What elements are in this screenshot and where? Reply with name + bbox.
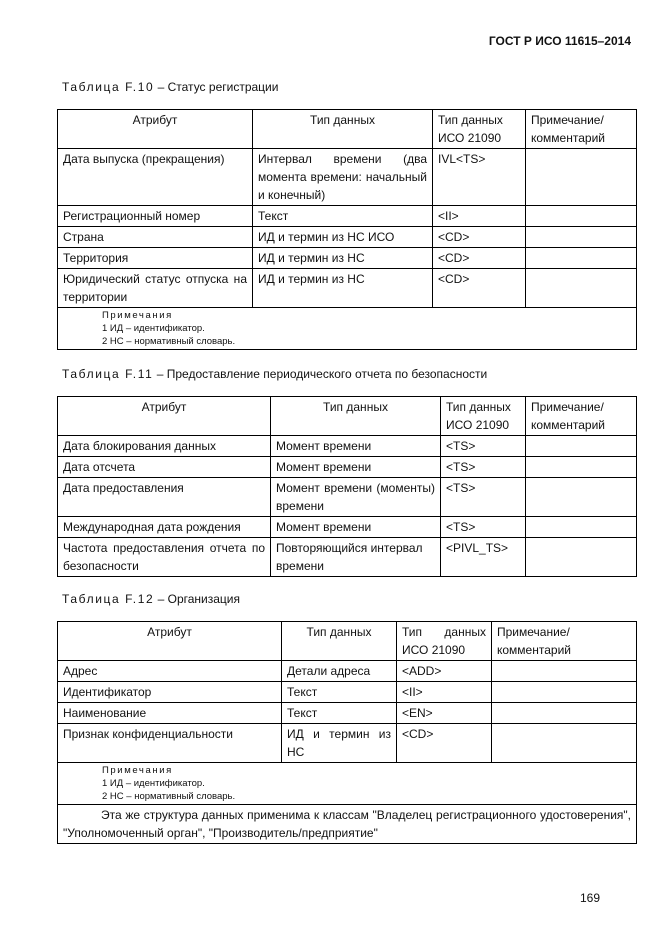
cell-attribute: Дата выпуска (прекращения) xyxy=(58,149,253,206)
cell-type: ИД и термин из НС xyxy=(253,248,433,269)
cell-iso: <CD> xyxy=(433,269,526,308)
table-f11-header-attribute: Атрибут xyxy=(58,397,271,436)
notes-title: Примечания xyxy=(102,765,173,776)
table-f11-caption xyxy=(62,367,487,381)
cell-type: ИД и термин из НС xyxy=(282,724,397,763)
table-row xyxy=(58,703,637,724)
table-f12-notes-row xyxy=(58,763,637,805)
cell-attribute: Международная дата рождения xyxy=(58,517,271,538)
cell-type: Детали адреса xyxy=(282,661,397,682)
cell-iso: IVL<TS> xyxy=(433,149,526,206)
table-row xyxy=(58,436,637,457)
note-item: 2 НС – нормативный словарь. xyxy=(102,791,236,802)
table-f12-caption xyxy=(62,592,240,606)
cell-note xyxy=(526,269,637,308)
cell-type: Интервал времени (два момента времени: начальный и конечный) xyxy=(253,149,433,206)
cell-type: Момент времени xyxy=(271,517,441,538)
table-f10-header-attribute: Атрибут xyxy=(58,110,253,149)
table-f10-caption xyxy=(62,80,278,94)
cell-type: Текст xyxy=(282,682,397,703)
cell-iso: <CD> xyxy=(397,724,492,763)
note-item: 2 НС – нормативный словарь. xyxy=(102,336,236,347)
cell-type: Момент времени xyxy=(271,457,441,478)
table-f10-caption-prefix: Таблица F.10 xyxy=(62,80,155,94)
table-f10-header-type: Тип данных xyxy=(253,110,433,149)
page-number: 169 xyxy=(580,891,601,905)
table-f10 xyxy=(57,109,637,350)
table-row xyxy=(58,517,637,538)
cell-type: Момент времени (моменты) времени xyxy=(271,478,441,517)
table-f12-header-type: Тип данных xyxy=(282,622,397,661)
cell-attribute: Идентификатор xyxy=(58,682,282,703)
table-row xyxy=(58,269,637,308)
table-row xyxy=(58,227,637,248)
cell-note xyxy=(492,724,637,763)
cell-type: Текст xyxy=(253,206,433,227)
cell-iso: <TS> xyxy=(441,478,526,517)
table-f12-header-attribute: Атрибут xyxy=(58,622,282,661)
cell-type: Повторяющийся интервал времени xyxy=(271,538,441,577)
cell-note xyxy=(526,227,637,248)
table-f12-header-note: Примечание/ комментарий xyxy=(492,622,637,661)
cell-iso: <II> xyxy=(433,206,526,227)
cell-note xyxy=(492,661,637,682)
table-f12-caption-prefix: Таблица F.12 xyxy=(62,592,155,606)
cell-attribute: Признак конфиденциальности xyxy=(58,724,282,763)
table-row xyxy=(58,478,637,517)
cell-type: Момент времени xyxy=(271,436,441,457)
table-f10-header-note: Примечание/ комментарий xyxy=(526,110,637,149)
table-f10-header-iso-type: Тип данных ИСО 21090 xyxy=(433,110,526,149)
cell-attribute: Наименование xyxy=(58,703,282,724)
cell-note xyxy=(526,248,637,269)
cell-iso: <CD> xyxy=(433,248,526,269)
cell-note xyxy=(526,517,637,538)
cell-iso: <II> xyxy=(397,682,492,703)
cell-attribute: Адрес xyxy=(58,661,282,682)
cell-note xyxy=(526,457,637,478)
table-f12-footer-text xyxy=(58,805,637,844)
table-row xyxy=(58,538,637,577)
cell-iso: <EN> xyxy=(397,703,492,724)
cell-note xyxy=(492,703,637,724)
notes-title: Примечания xyxy=(102,310,173,321)
cell-note xyxy=(526,206,637,227)
table-f12 xyxy=(57,621,637,844)
cell-attribute: Дата предоставления xyxy=(58,478,271,517)
cell-iso: <ADD> xyxy=(397,661,492,682)
table-f11-header-note: Примечание/ комментарий xyxy=(526,397,637,436)
table-row xyxy=(58,248,637,269)
table-f12-header-iso-type: Тип данных ИСО 21090 xyxy=(397,622,492,661)
table-f11-header-iso-type: Тип данных ИСО 21090 xyxy=(441,397,526,436)
cell-note xyxy=(492,682,637,703)
table-f11-header-type: Тип данных xyxy=(271,397,441,436)
cell-iso: <CD> xyxy=(433,227,526,248)
cell-note xyxy=(526,436,637,457)
table-f12-caption-title: – Организация xyxy=(154,592,240,606)
cell-iso: <TS> xyxy=(441,517,526,538)
cell-note xyxy=(526,478,637,517)
cell-note xyxy=(526,538,637,577)
note-item: 1 ИД – идентификатор. xyxy=(102,778,205,789)
table-row xyxy=(58,149,637,206)
cell-iso: <PIVL_TS> xyxy=(441,538,526,577)
cell-attribute: Регистрационный номер xyxy=(58,206,253,227)
cell-iso: <TS> xyxy=(441,457,526,478)
cell-attribute: Юридический статус отпуска на территории xyxy=(58,269,253,308)
cell-attribute: Территория xyxy=(58,248,253,269)
cell-attribute: Страна xyxy=(58,227,253,248)
table-f10-notes xyxy=(58,308,637,350)
table-f11-caption-prefix: Таблица F.11 xyxy=(62,367,154,381)
table-f10-notes-row xyxy=(58,308,637,350)
note-item: 1 ИД – идентификатор. xyxy=(102,323,205,334)
cell-iso: <TS> xyxy=(441,436,526,457)
table-f11 xyxy=(57,396,637,577)
cell-type: Текст xyxy=(282,703,397,724)
table-f12-notes xyxy=(58,763,637,805)
document-standard-header: ГОСТ Р ИСО 11615–2014 xyxy=(488,34,631,48)
table-row xyxy=(58,682,637,703)
cell-attribute: Дата отсчета xyxy=(58,457,271,478)
table-row xyxy=(58,661,637,682)
cell-attribute: Частота предоставления отчета по безопасности xyxy=(58,538,271,577)
table-f10-caption-title: – Статус регистрации xyxy=(154,80,279,94)
cell-type: ИД и термин из НС ИСО xyxy=(253,227,433,248)
table-f12-footer-row xyxy=(58,805,637,844)
cell-attribute: Дата блокирования данных xyxy=(58,436,271,457)
table-row xyxy=(58,724,637,763)
table-row xyxy=(58,206,637,227)
table-row xyxy=(58,457,637,478)
cell-note xyxy=(526,149,637,206)
cell-type: ИД и термин из НС xyxy=(253,269,433,308)
footer-text: Эта же структура данных применима к классам "Владелец регистрационного удостоверения", "Уполномоченный орган", "Производитель/предприятие" xyxy=(63,808,631,840)
table-f11-caption-title: – Предоставление периодического отчета по безопасности xyxy=(153,367,488,381)
